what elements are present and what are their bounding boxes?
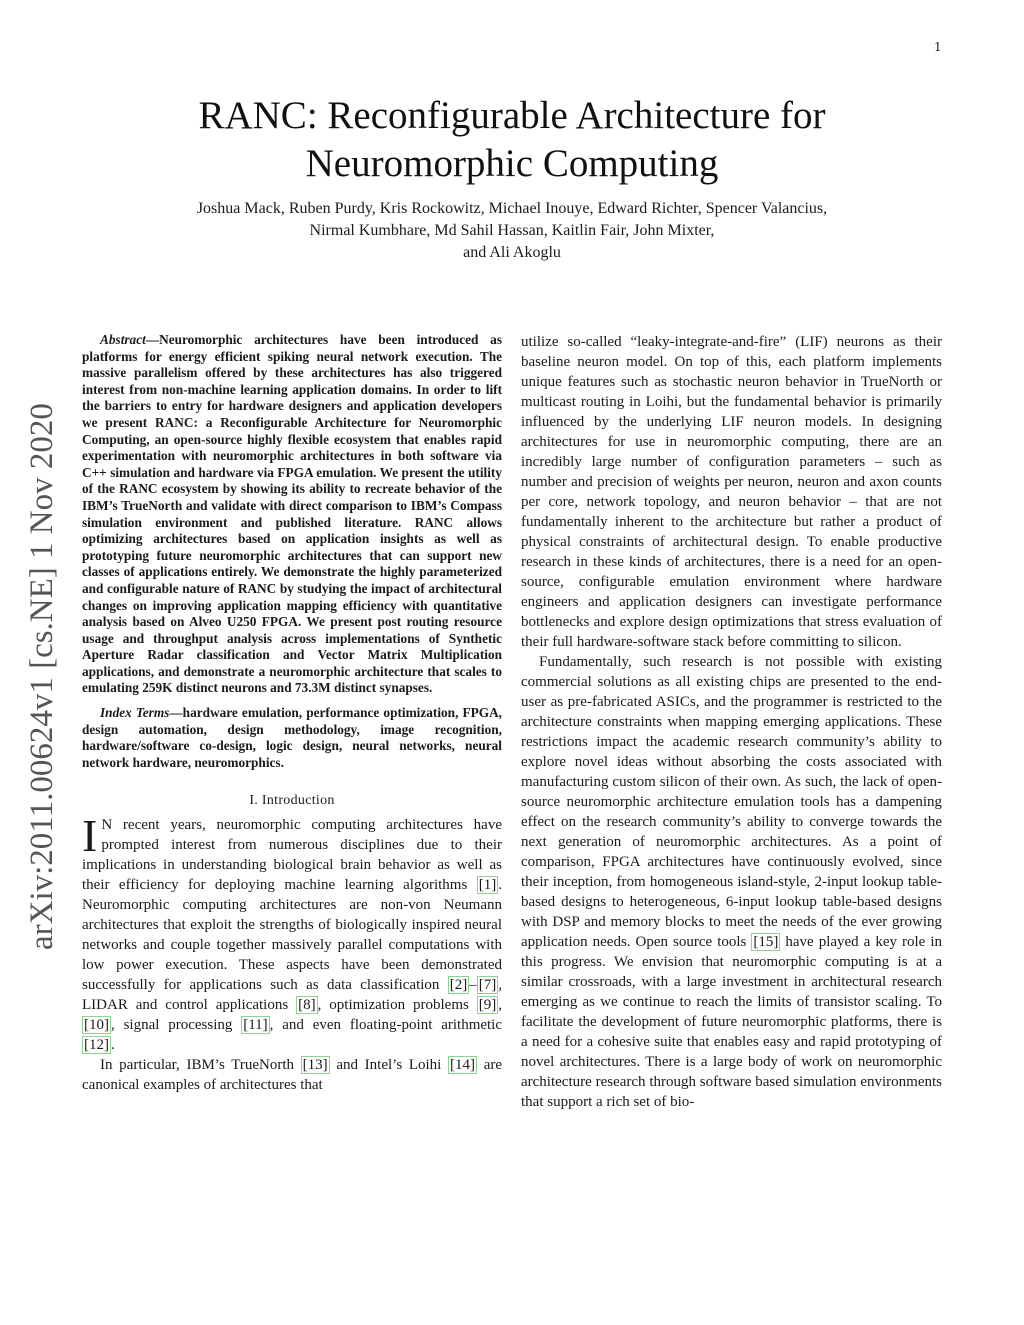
drop-cap: I — [82, 810, 98, 862]
index-terms — [82, 705, 502, 771]
text-span: In particular, IBM’s TrueNorth — [100, 1057, 301, 1074]
index-terms-label: Index Terms — [100, 705, 170, 721]
text-span: . — [111, 1037, 115, 1054]
citation-link[interactable]: [7] — [478, 977, 497, 994]
text-span: Fundamentally, such research is not possible with existing commercial solutions as all existing chips are presented to the end-user as pre-fabricated ASICs, and the programmer is restricted to the architecture constraints when mapping emerging applications. These restrictions impact the academic research community’s ability to explore novel ideas without absorbing the costs associated with manufacturing custom silicon of their own. As such, the lack of open-source neuromorphic architecture emulation tools has a dampening effect on the research community’s ability to converge towards the next generation of neuromorphic architectures. As a point of comparison, FPGA architectures have continuously evolved, since their inception, from homogeneous island-style, 2-input lookup table-based designs to heterogeneous, 6-input lookup table-based designs with DSP and memory blocks to meet the needs of the ever growing application needs. Open source tools — [521, 654, 942, 950]
text-span: , optimization problems — [317, 997, 477, 1014]
section-heading-introduction: I. Introduction — [249, 793, 335, 809]
arxiv-identifier: arXiv:2011.00624v1 [cs.NE] 1 Nov 2020 — [24, 403, 60, 950]
intro-paragraph-4 — [521, 652, 942, 1112]
text-span: have played a key role in this progress. We envision that neuromorphic computing is at a similar crossroads, with a large investment in architectural research emerging as we continue to reach the limits of transistor scaling. To facilitate the development of future neuromorphic platforms, there is a need for a cohesive suite that enables easy and rapid prototyping of novel architectures. There is a large body of work on neuromorphic architecture research through software based simulation environments that support a rich set of bio- — [521, 934, 942, 1110]
text-span: N recent years, neuromorphic computing architectures have prompted interest from numerous disciplines due to their implications in understanding biological brain behavior as well as their efficiency for deploying machine learning algorithms — [82, 817, 502, 894]
text-span: – — [469, 977, 477, 994]
authors-line-3: and Ali Akoglu — [463, 244, 561, 261]
text-span: , signal processing — [111, 1017, 242, 1034]
intro-paragraph-1 — [82, 810, 503, 1055]
author-list — [80, 198, 944, 264]
citation-link[interactable]: [2] — [449, 977, 468, 994]
left-column — [82, 332, 502, 1095]
abstract — [82, 332, 502, 697]
citation-link[interactable]: [9] — [478, 997, 497, 1014]
text-span: . Neuromorphic computing architectures are non-von Neumann architectures that exploit the strengths of biologically inspired neural networks and couple together massively parallel computations with low power execution. These aspects have been demonstrated successfully for applications such as data classification — [82, 877, 502, 994]
authors-line-2: Nirmal Kumbhare, Md Sahil Hassan, Kaitlin Fair, John Mixter, — [309, 222, 715, 239]
citation-link[interactable]: [13] — [302, 1057, 328, 1074]
text-span: are canonical examples of architectures that — [82, 1057, 502, 1094]
intro-paragraph-3: utilize so-called “leaky-integrate-and-fire” (LIF) neurons as their baseline neuron model. On top of this, each platform implements unique features such as stochastic neuron behavior in TrueNorth or multicast routing in Loihi, but the fundamental behavior is primarily influenced by the underlying LIF neuron models. In designing architectures for use in neuromorphic computing, there are an incredibly large number of configuration parameters – such as number and precision of weights per neuron, neuron and axon counts per core, network topology, and neuron behavior – that are not fundamentally inherent to the architecture but rather a product of physical constraints of architectural design. To enable productive research in these kinds of architectures, there is a need for an open-source, configurable emulation environment where hardware engineers and application designers can investigate performance bottlenecks and explore design optimizations that stress evaluation of their full hardware-software stack before committing to silicon. — [521, 334, 942, 650]
citation-link[interactable]: [14] — [450, 1057, 476, 1074]
text-span: , — [498, 997, 502, 1014]
authors-line-1: Joshua Mack, Ruben Purdy, Kris Rockowitz, Michael Inouye, Edward Richter, Spencer Valancius, — [196, 200, 828, 217]
citation-link[interactable]: [1] — [478, 877, 497, 894]
citation-link[interactable]: [8] — [298, 997, 316, 1014]
paper-title — [80, 92, 944, 188]
title-line-2: Neuromorphic Computing — [305, 142, 719, 185]
page-number: 1 — [934, 40, 942, 54]
intro-paragraph-2 — [82, 1055, 502, 1095]
citation-link[interactable]: [12] — [84, 1037, 109, 1054]
text-span: , and even floating-point arithmetic — [269, 1017, 503, 1034]
text-span: , LIDAR and control applications — [82, 977, 502, 1014]
citation-link[interactable]: [15] — [753, 934, 779, 950]
text-span: and Intel’s Loihi — [329, 1057, 449, 1074]
right-column — [521, 332, 942, 1112]
abstract-text: —Neuromorphic architectures have been introduced as platforms for energy efficient spiking neural network execution. The massive parallelism offered by these architectures has also triggered interest from non-machine learning application domains. In order to lift the barriers to entry for hardware designers and application developers we present RANC: a Reconfigurable Architecture for Neuromorphic Computing, an open-source highly flexible ecosystem that enables rapid experimentation with neuromorphic architectures in both software via C++ simulation and hardware via FPGA emulation. We present the utility of the RANC ecosystem by showing its ability to recreate behavior of the IBM’s TrueNorth and validate with direct comparison to IBM’s Compass simulation environment and published literature. RANC allows optimizing architectures based on application insights as well as prototyping future neuromorphic architectures that can support new classes of applications entirely. We demonstrate the highly parameterized and configurable nature of RANC by studying the impact of architectural changes on improving application mapping efficiency with quantitative analysis based on Alveo U250 FPGA. We present post routing resource usage and throughput analysis across implementations of Synthetic Aperture Radar classification and Vector Matrix Multiplication applications, and demonstrate a neuromorphic architecture that scales to emulating 259K distinct neurons and 73.3M distinct synapses. — [82, 332, 502, 696]
citation-link[interactable]: [11] — [243, 1017, 268, 1034]
abstract-label: Abstract — [100, 332, 146, 347]
index-terms-text: —hardware emulation, performance optimization, FPGA, design automation, design methodology, image recognition, hardware/software co-design, logic design, neural networks, neural network hardware, neuromorphics. — [82, 705, 503, 770]
citation-link[interactable]: [10] — [84, 1017, 109, 1034]
title-line-1: RANC: Reconfigurable Architecture for — [198, 94, 826, 137]
